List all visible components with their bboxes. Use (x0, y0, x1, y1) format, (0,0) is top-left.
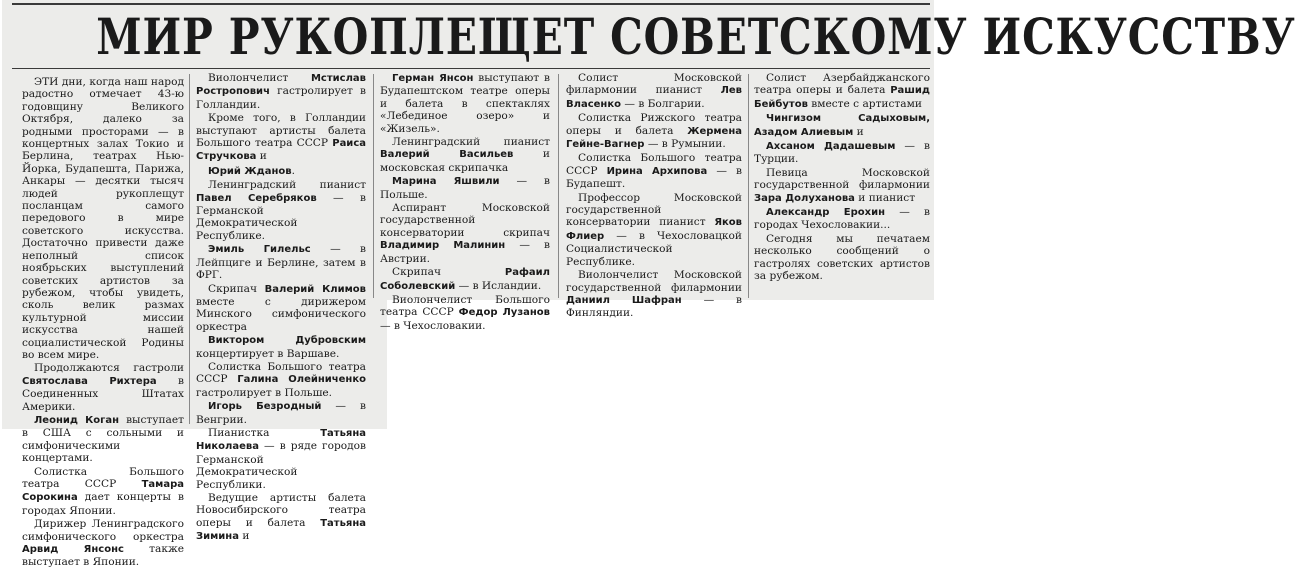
artist-name: Рашид Бейбутов (754, 85, 930, 110)
article-paragraph (754, 140, 930, 166)
paragraph-text: Виолончелист Московской государственной филармонии (566, 269, 742, 294)
artist-name: Эмиль Гилельс (208, 244, 311, 256)
paragraph-text: . (291, 164, 295, 177)
article-paragraph (196, 427, 366, 491)
paragraph-text: ЭТИ дни, когда наш народ радостно отмечает 43-ю годовщину Великого Октября, далеко за родными просторами — в концертных залах Токио и Берлина, театрах Нью-Йорка, Будапешта, Парижа, Анкары — десятки тысяч людей рукоплещут посланцам самого передового в мире советского искусства. Достаточно привести даже неполный список ноябрьских выступлений советских артистов за рубежом, чтобы увидеть, сколь велик размах культурной миссии искусства нашей социалистической Родины во всем мире. (22, 76, 184, 361)
paragraph-text: концертирует в Варшаве. (196, 347, 340, 360)
paragraph-text: — в Болгарии. (620, 97, 705, 110)
article-paragraph (566, 269, 742, 320)
paragraph-text: выступает в США с сольными и симфоническими концертами. (22, 413, 184, 465)
article-paragraph (196, 165, 366, 178)
artist-name: Павел Серебряков (196, 192, 317, 204)
article-paragraph (566, 152, 742, 190)
paragraph-text: Дирижер Ленинградского симфонического оркестра (22, 518, 184, 543)
artist-name: Татьяна Николаева (196, 427, 366, 453)
paragraph-text: — в Финляндии. (566, 293, 742, 320)
artist-name: Татьяна Зимина (196, 517, 366, 543)
article-paragraph (22, 362, 184, 413)
article-paragraph (22, 76, 184, 361)
article-paragraph (196, 283, 366, 334)
artist-name: Арвид Янсонс (22, 544, 124, 556)
paragraph-text: и пианист (854, 191, 916, 204)
article-paragraph (196, 334, 366, 360)
paragraph-text: Солистка Большого театра СССР (196, 360, 366, 386)
article-paragraph (22, 518, 184, 569)
column-divider (748, 74, 749, 298)
paragraph-text: — в Исландии. (455, 279, 542, 292)
artist-name: Галина Олейниченко (237, 374, 366, 386)
paragraph-text: — в Чехословакии. (380, 319, 486, 332)
paragraph-text: Виолончелист Большого театра СССР (380, 293, 550, 319)
article-paragraph (22, 414, 184, 465)
paragraph-text: вместе с артистами (807, 97, 922, 110)
article-paragraph (566, 192, 742, 268)
article-paragraph (380, 202, 550, 265)
paragraph-text: — в Польше. (380, 175, 550, 201)
article-paragraph (380, 72, 550, 135)
paragraph-text: — в Румынии. (644, 138, 726, 151)
artist-name: Герман Янсон (392, 73, 474, 84)
artist-name: Ахсаном Дадашевым (766, 141, 896, 153)
paragraph-text: Солистка Большого театра СССР (22, 465, 184, 490)
paragraph-text: Скрипач (208, 282, 265, 295)
paragraph-text: — в Германской Демократической Республике. (196, 191, 366, 242)
paragraph-text: — в Чехословацкой Социалистической Республике. (566, 229, 742, 268)
article-paragraph (566, 72, 742, 111)
paragraph-text: Виолончелист (208, 72, 311, 84)
headline-rule (12, 68, 930, 69)
paragraph-text: Ленинградский пианист (392, 136, 550, 149)
article-paragraph (754, 112, 930, 139)
paragraph-text: Скрипач (392, 266, 505, 279)
paragraph-text: гастролирует в Польше. (196, 386, 333, 399)
artist-name: Святослава Рихтера (22, 375, 157, 387)
paragraph-text: Пианистка (208, 426, 321, 439)
paragraph-text: гастролирует в Голландии. (196, 85, 366, 111)
artist-name: Игорь Безродный (208, 401, 322, 413)
paragraph-text: Ведущие артисты балета Новосибирского театра оперы и балета (196, 492, 366, 529)
headline: МИР РУКОПЛЕЩЕТ СОВЕТСКОМУ ИСКУССТВУ (96, 7, 1296, 66)
artist-name: Владимир Малинин (380, 240, 506, 252)
article-paragraph (196, 72, 366, 111)
paragraph-text: дает концерты в городах Японии. (22, 491, 184, 517)
artist-name: Юрий Жданов (208, 165, 292, 177)
article-paragraph (754, 72, 930, 111)
artist-name: Лев Власенко (566, 85, 742, 110)
paragraph-text: Профессор Московской государственной консерватории пианист (566, 191, 742, 229)
artist-name: Валерий Васильев (380, 149, 514, 161)
artist-name: Раиса Стручкова (196, 138, 366, 163)
article-column-2 (196, 72, 367, 543)
paragraph-text: Продолжаются гастроли (34, 362, 184, 375)
artist-name: Марина Яшвили (392, 176, 500, 188)
paragraph-text: Солистка Рижского театра оперы и балета (566, 112, 742, 137)
article-paragraph (754, 233, 930, 283)
artist-name: Мстислав Ростропович (196, 73, 366, 98)
paragraph-text: Солист Московской филармонии пианист (566, 72, 742, 97)
paragraph-text: — в Турции. (754, 140, 930, 166)
article-paragraph (754, 167, 930, 205)
article-paragraph (380, 136, 550, 174)
article-paragraph (22, 466, 184, 518)
paragraph-text: Солист Азербайджанского театра оперы и балета (754, 72, 930, 97)
artist-name: Жермена Гейне-Вагнер (566, 125, 742, 151)
article-column-5 (754, 72, 930, 298)
column-divider (558, 74, 559, 298)
column-divider (189, 74, 190, 424)
paragraph-text: и (238, 530, 250, 543)
paragraph-text: Ленинградский пианист (208, 179, 366, 192)
paragraph-text: Солистка Большого театра СССР (566, 152, 742, 177)
paragraph-text: — в Австрии. (380, 239, 550, 265)
artist-name: Яков Флиер (566, 217, 742, 242)
article-column-1 (22, 76, 184, 569)
paragraph-text: — в ряде городов Германской Демократической Республики. (196, 440, 366, 491)
article-column-3 (380, 72, 550, 332)
artist-name: Леонид Коган (34, 414, 120, 426)
artist-name: Валерий Климов (264, 283, 366, 295)
top-rule (12, 3, 930, 5)
paragraph-text: — в городах Чехословакии... (754, 206, 930, 232)
artist-name: Чингизом Садыховым, Азадом Алиевым (754, 113, 930, 138)
paragraph-text: Певица Московской государственной филармонии (754, 166, 930, 192)
article-column-4 (566, 72, 742, 320)
article-paragraph (380, 175, 550, 201)
article-paragraph (196, 243, 366, 281)
paragraph-text: и (853, 125, 864, 138)
article-paragraph (380, 294, 550, 332)
article-paragraph (196, 179, 366, 242)
paragraph-text: — в Венгрии. (196, 400, 366, 426)
article-paragraph (196, 112, 366, 164)
paragraph-text: Кроме того, в Голландии выступают артисты балета Большого театра СССР (196, 112, 366, 150)
artist-name: Виктором Дубровским (208, 335, 366, 347)
artist-name: Зара Долуханова (754, 192, 855, 204)
article-paragraph (196, 400, 366, 426)
artist-name: Тамара Сорокина (22, 479, 184, 504)
artist-name: Даниил Шафран (566, 294, 682, 306)
artist-name: Рафаил Соболевский (380, 267, 550, 292)
paragraph-text: Сегодня мы печатаем несколько сообщений о гастролях советских артистов за рубежом. (754, 232, 930, 283)
paragraph-text: также выступает в Японии. (22, 543, 184, 569)
column-divider (373, 74, 374, 298)
artist-name: Ирина Архипова (606, 165, 708, 177)
article-paragraph (196, 492, 366, 544)
article-paragraph (196, 361, 366, 399)
paragraph-text: в Соединенных Штатах Америки. (22, 374, 184, 413)
artist-name: Александр Ерохин (766, 207, 886, 219)
paragraph-text: вместе с дирижером Минского симфонического оркестра (196, 295, 366, 333)
artist-name: Федор Лузанов (458, 307, 550, 319)
paragraph-text: и (256, 150, 267, 163)
article-paragraph (754, 206, 930, 232)
paragraph-text: и московская скрипачка (380, 148, 550, 174)
paragraph-text: — в Лейпциге и Берлине, затем в ФРГ. (196, 243, 367, 282)
paragraph-text: выступают в Будапештском театре оперы и балета в спектаклях «Лебединое озеро» и «Жизель». (380, 72, 550, 135)
paragraph-text: Аспирант Московской государственной консерватории скрипач (380, 202, 550, 239)
article-paragraph (566, 112, 742, 151)
article-paragraph (380, 266, 550, 293)
paragraph-text: — в Будапешт. (566, 164, 742, 191)
